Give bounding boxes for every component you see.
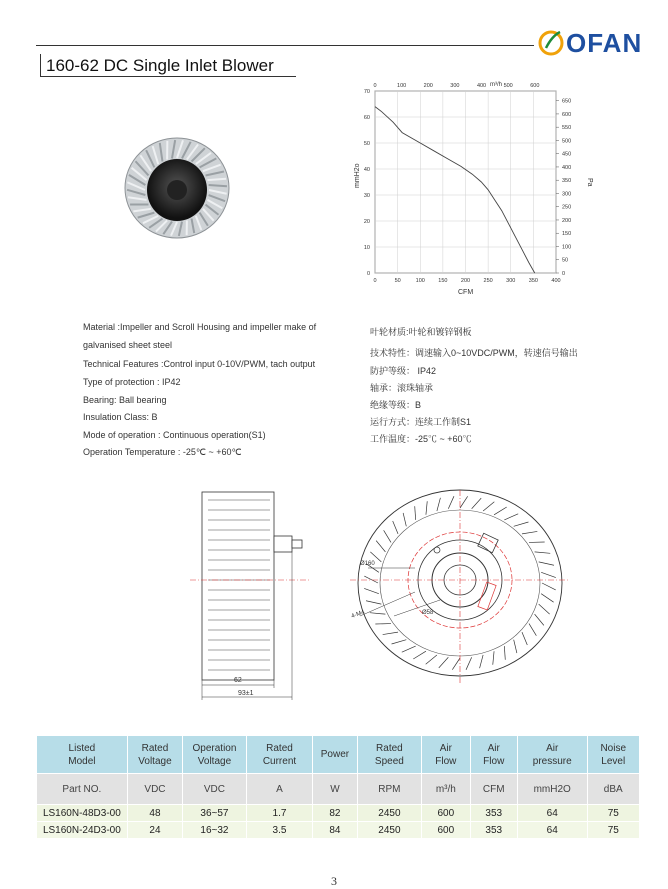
tick-label: 400	[551, 278, 560, 284]
tick-label: 300	[506, 278, 515, 284]
table-header-row	[37, 736, 640, 774]
spec-temperature: Operation Temperature : -25℃ ~ +60℃	[83, 447, 242, 458]
table-cell: 600	[422, 822, 470, 839]
dimension-93: 93±1	[238, 690, 254, 697]
table-unit-cell: VDC	[127, 774, 182, 805]
tick-label: 300	[450, 83, 459, 89]
table-unit-cell: W	[313, 774, 357, 805]
header-line-1: Air	[422, 742, 469, 755]
tick-label: 60	[364, 115, 370, 121]
spec-insulation: Insulation Class: B	[83, 412, 158, 422]
header-line-1: Rated	[247, 742, 313, 755]
front-blade-line	[384, 530, 391, 542]
front-blade-line	[466, 657, 472, 670]
front-blade-line	[415, 506, 416, 520]
tick-label: 500	[504, 83, 513, 89]
spec-cn-features: 技术特性：调速输入0~10VDC/PWM，转速信号输出	[370, 346, 578, 359]
tick-label: 100	[416, 278, 425, 284]
tick-label: 400	[477, 83, 486, 89]
header-line-2: Flow	[471, 755, 517, 768]
table-header-cell	[587, 736, 640, 774]
tick-label: 200	[562, 218, 571, 224]
tick-label: 10	[364, 245, 370, 251]
tick-label: 150	[562, 231, 571, 237]
tick-label: 600	[530, 83, 539, 89]
side-view-drawing	[180, 488, 315, 713]
front-blade-line	[402, 646, 416, 652]
table-cell: 36~57	[183, 805, 247, 822]
front-blade-line	[460, 496, 468, 508]
front-blade-line	[403, 513, 406, 526]
table-unit-cell: mmH2O	[517, 774, 587, 805]
tick-label: 0	[562, 271, 565, 277]
front-blade-line	[448, 496, 454, 509]
header-line-2: Model	[37, 755, 127, 768]
header-line-2: Level	[588, 755, 640, 768]
dimension-58: Ø58	[422, 610, 434, 616]
spec-protection: Type of protection : IP42	[83, 377, 181, 387]
table-cell: 82	[313, 805, 357, 822]
front-blade-line	[413, 651, 426, 659]
table-cell: 24	[127, 822, 182, 839]
table-cell: 2450	[357, 822, 422, 839]
table-header-cell	[246, 736, 313, 774]
spec-cn-material: 叶轮材质:叶轮和镀锌钢板	[370, 325, 472, 338]
header-line-1: Air	[471, 742, 517, 755]
table-cell: 75	[587, 822, 640, 839]
spec-material: Material :Impeller and Scroll Housing and impeller make of	[83, 322, 316, 332]
brand-name: OFAN	[566, 28, 642, 59]
tick-label: 250	[484, 278, 493, 284]
front-blade-line	[539, 562, 554, 565]
table-cell: LS160N-48D3-00	[37, 805, 128, 822]
front-blade-line	[393, 521, 398, 534]
header-line-1: Operation	[183, 742, 246, 755]
dimension-160: Ø160	[360, 561, 375, 567]
spec-cn-insulation: 绝缘等级：B	[370, 398, 421, 411]
front-blade-line	[493, 651, 494, 665]
front-blade-line	[514, 640, 517, 653]
tick-label: 30	[364, 193, 370, 199]
brand-leaf-icon	[536, 26, 566, 60]
table-cell: 600	[422, 805, 470, 822]
spec-bearing: Bearing: Ball bearing	[83, 395, 167, 405]
table-cell: 75	[587, 805, 640, 822]
table-cell: 64	[517, 805, 587, 822]
tick-label: 40	[364, 167, 370, 173]
front-blade-line	[376, 541, 385, 552]
table-units-row	[37, 774, 640, 805]
table-cell: 3.5	[246, 822, 313, 839]
tick-label: 200	[461, 278, 470, 284]
header-line-1: Rated	[358, 742, 422, 755]
dimension-m4: 4-M4	[351, 609, 367, 620]
front-blade-line	[535, 614, 544, 625]
tick-label: 350	[529, 278, 538, 284]
front-blade-line	[392, 640, 407, 644]
page-title: 160-62 DC Single Inlet Blower	[46, 56, 274, 76]
tick-label: 0	[367, 271, 370, 277]
spec-mode: Mode of operation : Continuous operation(S1)	[83, 430, 266, 440]
blade-line	[207, 179, 226, 180]
front-blade-line	[514, 522, 529, 526]
tick-label: 0	[373, 83, 376, 89]
front-blade-line	[452, 658, 460, 670]
header-line-2: Voltage	[128, 755, 182, 768]
table-unit-cell: RPM	[357, 774, 422, 805]
table-cell: 48	[127, 805, 182, 822]
front-blade-line	[364, 588, 379, 593]
tick-label: 0	[373, 278, 376, 284]
header-line-1: Listed	[37, 742, 127, 755]
tick-label: 70	[364, 89, 370, 95]
table-header-cell	[357, 736, 422, 774]
table-cell: 84	[313, 822, 357, 839]
y-left-axis-label: mmH2o	[354, 163, 361, 188]
tick-label: 350	[562, 178, 571, 184]
header-line-2: Speed	[358, 755, 422, 768]
title-bar-marker	[40, 54, 41, 76]
front-blade-line	[472, 498, 482, 509]
tick-label: 650	[562, 99, 571, 105]
front-blade-line	[439, 657, 449, 668]
front-blade-line	[522, 531, 537, 533]
table-body	[37, 736, 640, 839]
table-cell: 1.7	[246, 805, 313, 822]
front-blade-line	[364, 576, 378, 583]
table-unit-cell: VDC	[183, 774, 247, 805]
spec-cn-bearing: 轴承：滚珠轴承	[370, 381, 433, 394]
page-number: 3	[0, 874, 668, 889]
front-blade-line	[529, 624, 536, 636]
front-blade-line	[541, 572, 556, 577]
table-row	[37, 805, 640, 822]
tick-label: 20	[364, 219, 370, 225]
header-rule	[36, 45, 534, 46]
spec-cn-temperature: 工作温度：-25℃ ~ +60℃	[370, 432, 472, 445]
tick-label: 50	[364, 141, 370, 147]
front-blade-line	[542, 583, 556, 590]
spec-material-cont: galvanised sheet steel	[83, 340, 172, 350]
tick-label: 500	[562, 138, 571, 144]
table-cell: 353	[470, 805, 517, 822]
specification-table	[36, 735, 640, 839]
table-unit-cell: m³/h	[422, 774, 470, 805]
table-unit-cell: Part NO.	[37, 774, 128, 805]
performance-curve-chart	[350, 78, 590, 303]
x-top-axis-label: m³/h	[490, 82, 502, 88]
header-line-1: Noise	[588, 742, 640, 755]
tick-label: 100	[562, 244, 571, 250]
tick-label: 250	[562, 205, 571, 211]
header-line-2: Flow	[422, 755, 469, 768]
tick-label: 150	[438, 278, 447, 284]
front-blade-line	[370, 613, 386, 614]
table-header-cell	[183, 736, 247, 774]
tick-label: 100	[397, 83, 406, 89]
front-blade-line	[426, 655, 437, 664]
table-cell: 353	[470, 822, 517, 839]
table-row	[37, 822, 640, 839]
front-view-drawing	[330, 488, 588, 688]
table-header-cell	[37, 736, 128, 774]
header-line-2: Voltage	[183, 755, 246, 768]
front-blade-line	[522, 632, 527, 645]
tick-label: 550	[562, 125, 571, 131]
tick-label: 50	[562, 258, 568, 264]
tick-label: 400	[562, 165, 571, 171]
table-unit-cell: dBA	[587, 774, 640, 805]
header-line-1: Power	[313, 748, 356, 761]
front-blade-line	[535, 552, 551, 553]
y-right-axis-label: Pa	[586, 178, 593, 187]
table-cell: 2450	[357, 805, 422, 822]
tick-label: 450	[562, 152, 571, 158]
front-blade-line	[437, 498, 441, 511]
front-blade-line	[366, 601, 381, 604]
table-header-cell	[470, 736, 517, 774]
spec-features: Technical Features :Control input 0-10V/PWM, tach output	[83, 359, 315, 369]
table-cell: 64	[517, 822, 587, 839]
table-cell: LS160N-24D3-00	[37, 822, 128, 839]
front-blade-line	[483, 502, 494, 511]
header-line-1: Rated	[128, 742, 182, 755]
tick-label: 300	[562, 191, 571, 197]
tick-label: 200	[424, 83, 433, 89]
front-blade-line	[504, 646, 505, 660]
table-unit-cell: CFM	[470, 774, 517, 805]
table-header-cell	[517, 736, 587, 774]
table-header-cell	[313, 736, 357, 774]
blower-product-photo	[120, 128, 235, 243]
blade-line	[209, 185, 227, 186]
dimension-62: 62	[234, 677, 242, 684]
table-header-cell	[127, 736, 182, 774]
x-bottom-axis-label: CFM	[458, 289, 473, 296]
table-cell: 16~32	[183, 822, 247, 839]
header-line-2: pressure	[518, 755, 587, 768]
front-blade-line	[494, 507, 507, 515]
table-header-cell	[422, 736, 470, 774]
spec-cn-mode: 运行方式：连续工作制S1	[370, 415, 471, 428]
front-blade-line	[480, 655, 484, 668]
header-line-2: Current	[247, 755, 313, 768]
tick-label: 50	[395, 278, 401, 284]
front-blade-line	[504, 514, 518, 520]
title-underline	[40, 76, 296, 77]
front-blade-line	[539, 604, 550, 614]
tick-label: 600	[562, 112, 571, 118]
front-blade-line	[383, 632, 398, 634]
header-line-1: Air	[518, 742, 587, 755]
brand-logo	[536, 26, 646, 60]
front-blade-line	[541, 594, 553, 603]
table-unit-cell: A	[246, 774, 313, 805]
front-blade-line	[426, 501, 427, 515]
spec-cn-protection: 防护等级： IP42	[370, 364, 436, 377]
